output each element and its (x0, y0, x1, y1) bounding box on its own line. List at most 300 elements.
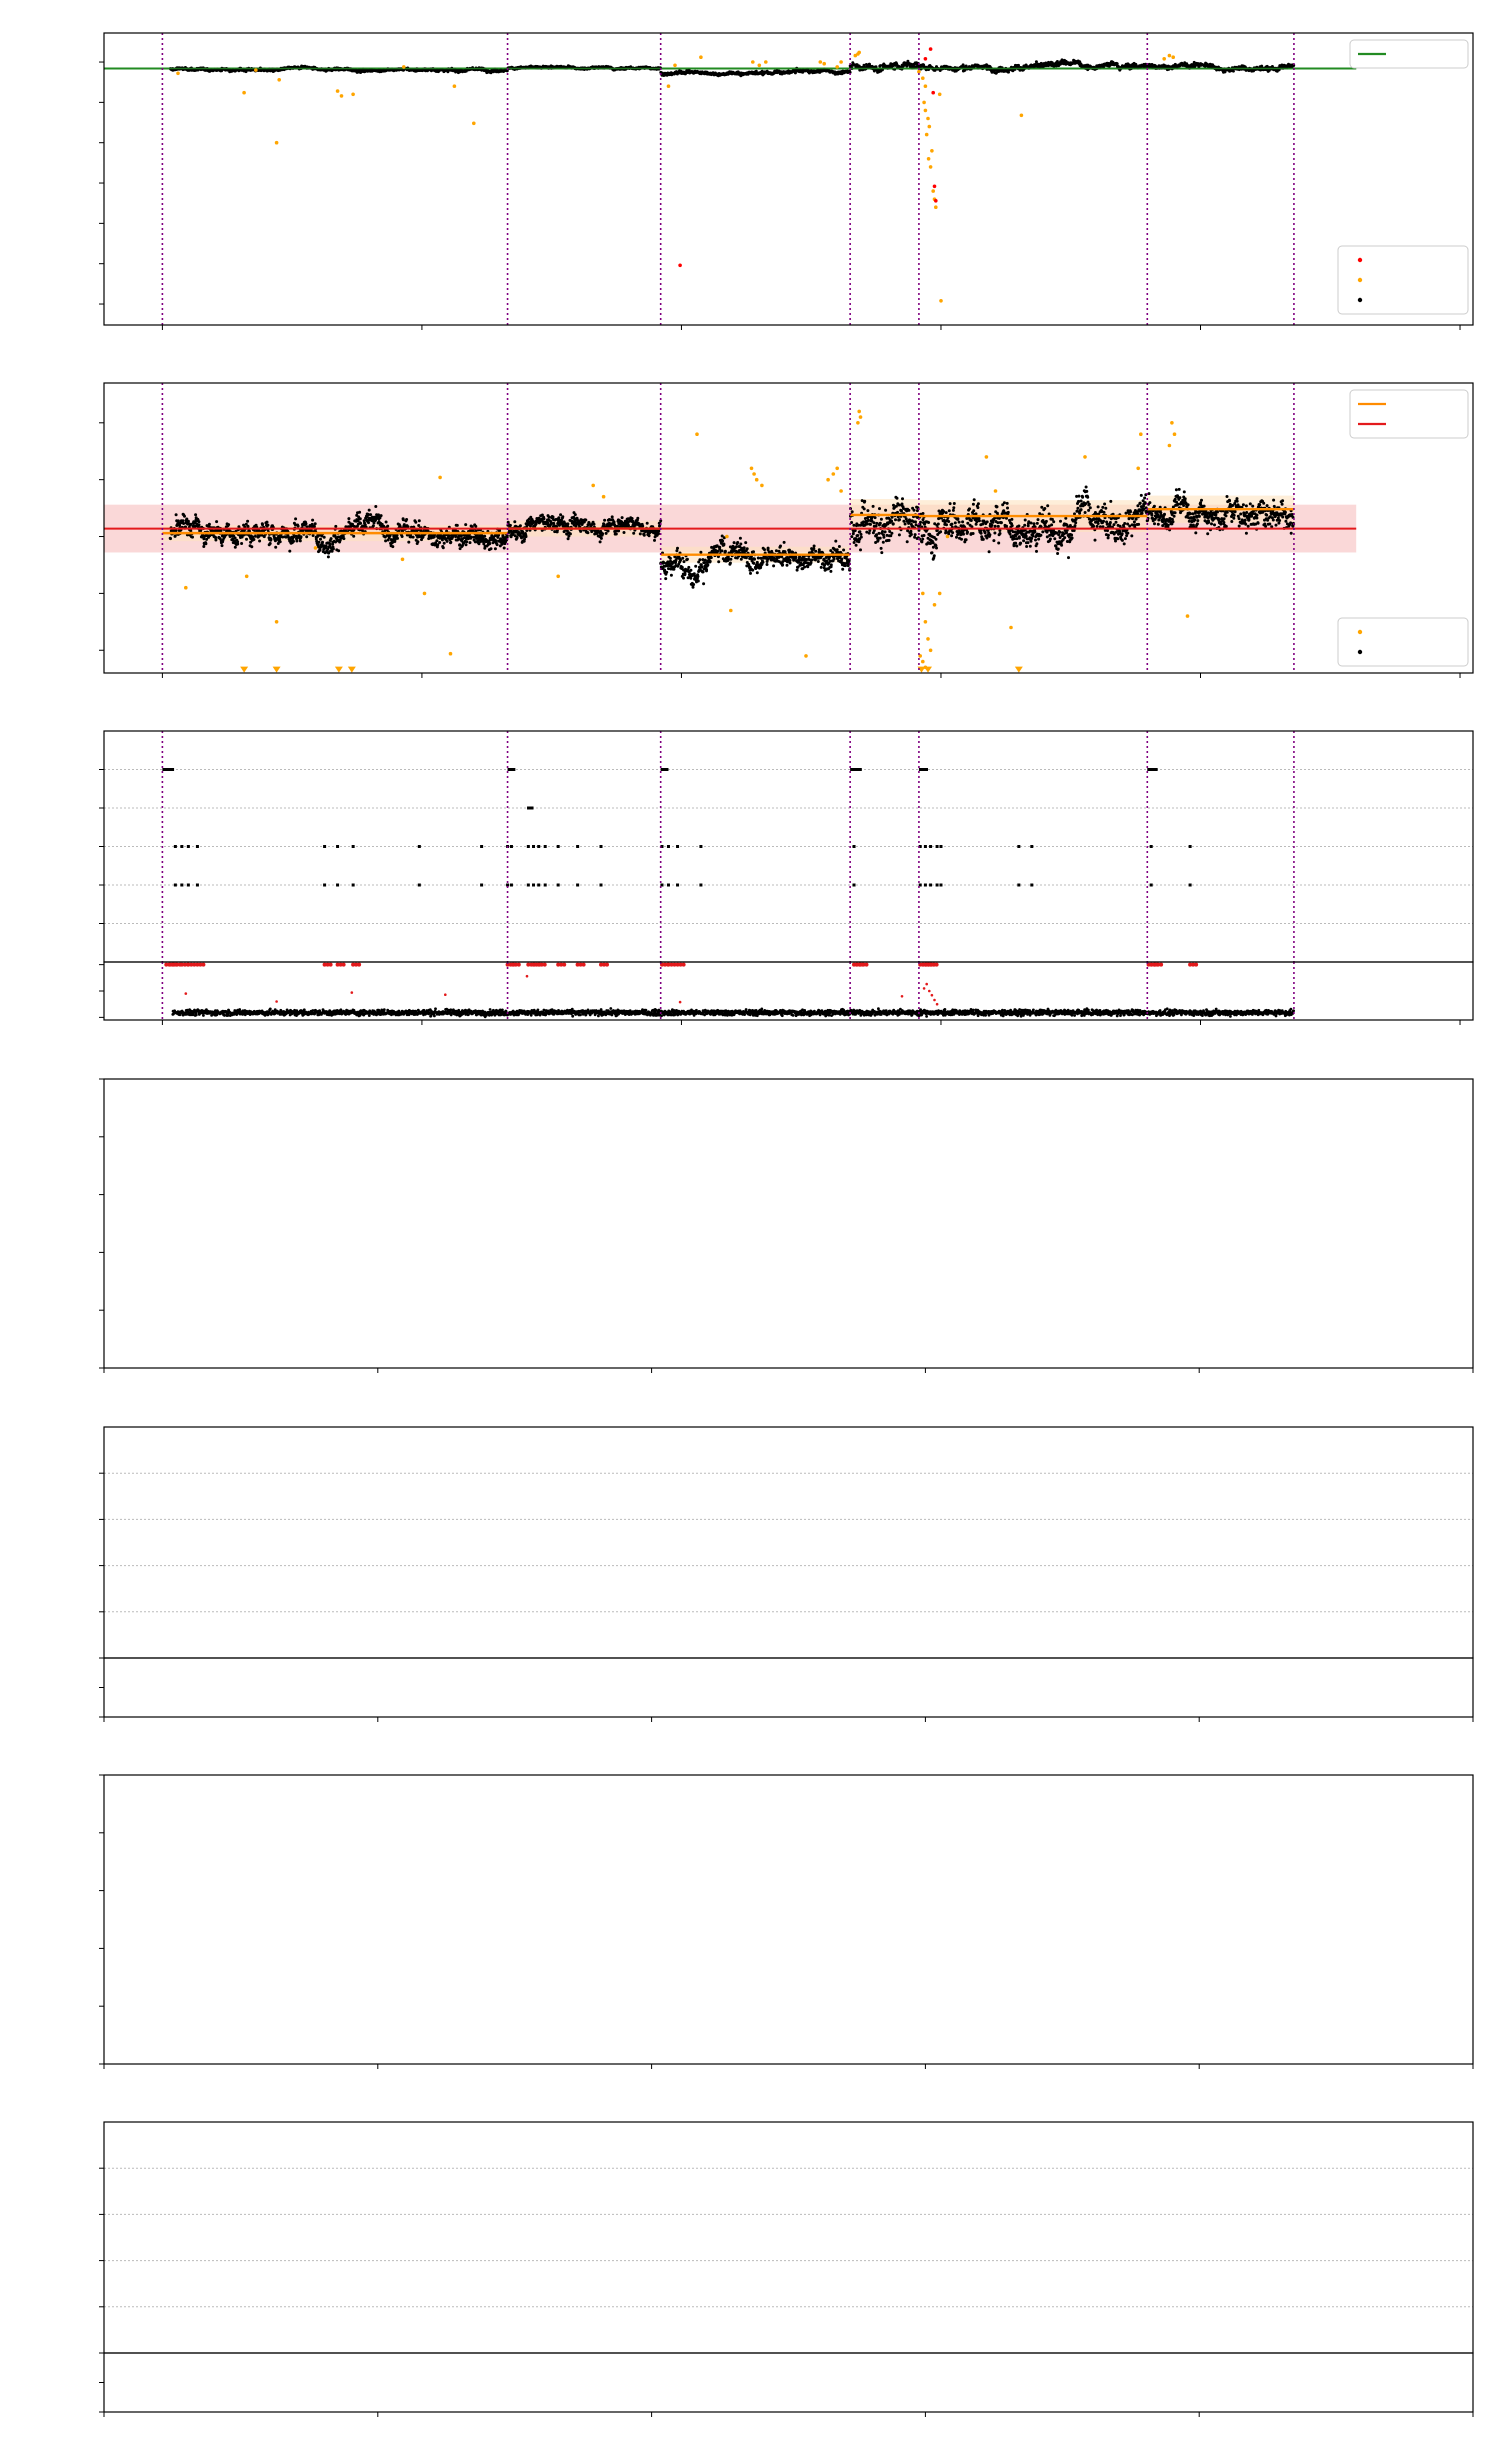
highlighted-point (921, 76, 925, 80)
ok-point (676, 547, 679, 550)
ok-point (692, 586, 695, 589)
ok-point (327, 555, 330, 558)
ok-point (254, 535, 257, 538)
highlighted-point (1162, 57, 1166, 61)
ok-point (692, 583, 695, 586)
ok-point (600, 537, 603, 540)
ok-point (698, 558, 701, 561)
ok-point (305, 522, 308, 525)
ok-point (605, 532, 608, 535)
ok-point (757, 557, 760, 560)
ok-point (721, 549, 724, 552)
ok-point (516, 536, 519, 539)
highlighted-point (931, 189, 935, 193)
ok-point (840, 558, 843, 561)
highlighted-point (839, 60, 843, 64)
not-ok-point (924, 57, 928, 61)
ok-point (300, 535, 303, 538)
ok-point (402, 518, 405, 521)
ok-point (603, 519, 606, 522)
ok-point (496, 543, 499, 546)
ok-point (863, 500, 866, 503)
highlighted-point (930, 149, 934, 153)
ok-point (763, 548, 766, 551)
highlighted-point (764, 60, 768, 64)
ok-point (611, 515, 614, 518)
ok-point (858, 530, 861, 533)
ok-point (401, 535, 404, 538)
highlighted-point (340, 94, 344, 98)
ok-point (853, 541, 856, 544)
ok-point (586, 531, 589, 534)
ok-point (543, 517, 546, 520)
ok-point (866, 509, 869, 512)
ok-point (766, 563, 769, 566)
ok-point (214, 539, 217, 542)
ok-point (197, 520, 200, 523)
ok-point (208, 523, 211, 526)
ok-point (412, 536, 415, 539)
ok-point (872, 521, 875, 524)
ok-point (470, 536, 473, 539)
ok-point (292, 540, 295, 543)
ok-point (631, 517, 634, 520)
ok-point (369, 513, 372, 516)
estimates-panel (0, 0, 1473, 678)
ok-point (794, 556, 797, 559)
ok-point (250, 545, 253, 548)
ok-point (643, 534, 646, 537)
ok-point (779, 545, 782, 548)
ok-point (874, 516, 877, 519)
not-ok-points (678, 47, 937, 267)
ok-point (752, 550, 755, 553)
ok-point (665, 571, 668, 574)
highlighted-point (917, 70, 921, 74)
ok-point (311, 519, 314, 522)
highlighted-point (242, 91, 246, 95)
ok-point (879, 537, 882, 540)
highlighted-point (926, 117, 930, 121)
ok-point (803, 566, 806, 569)
ok-point (772, 564, 775, 567)
ok-point (386, 525, 389, 528)
highlighted-point (922, 101, 926, 105)
ok-point (789, 559, 792, 562)
ok-point (513, 520, 516, 523)
ok-point (641, 525, 644, 528)
ok-point (323, 536, 326, 539)
ok-point (739, 543, 742, 546)
ok-point (746, 547, 749, 550)
ok-point (374, 505, 377, 508)
ok-point (683, 560, 686, 563)
ok-point (555, 525, 558, 528)
ok-point (187, 520, 190, 523)
ok-point (215, 520, 218, 523)
ok-point (775, 549, 778, 552)
ok-point (675, 549, 678, 552)
ok-point (416, 540, 419, 543)
ok-point (182, 522, 185, 525)
ok-point (567, 537, 570, 540)
ok-point (796, 569, 799, 572)
ok-point (352, 535, 355, 538)
ok-point (435, 539, 438, 542)
ok-point (860, 533, 863, 536)
ok-point (759, 557, 762, 560)
ok-point (438, 541, 441, 544)
highlighted-point (819, 60, 823, 64)
ok-point (358, 511, 361, 514)
ok-point (735, 545, 738, 548)
ok-point (396, 537, 399, 540)
ok-point (174, 535, 177, 538)
ok-point (359, 517, 362, 520)
not-ok-point (931, 91, 935, 95)
ok-point (321, 541, 324, 544)
ok-point (251, 535, 254, 538)
ok-point (342, 537, 345, 540)
ok-point (407, 541, 410, 544)
ok-point (359, 522, 362, 525)
ok-point (697, 580, 700, 583)
ok-point (270, 538, 273, 541)
ok-point (664, 577, 667, 580)
ok-point (623, 531, 626, 534)
ok-point (736, 541, 739, 544)
ok-point (810, 561, 813, 564)
highlighted-point (938, 93, 942, 97)
ok-point (662, 561, 665, 564)
ok-point (705, 569, 708, 572)
ok-point (314, 522, 317, 525)
ok-point (391, 545, 394, 548)
ok-point (319, 538, 322, 541)
ok-point (368, 509, 371, 512)
ok-point (494, 547, 497, 550)
ok-point (829, 570, 832, 573)
ok-point (724, 550, 727, 553)
ok-point (380, 514, 383, 517)
ok-point (488, 542, 491, 545)
ok-point (842, 549, 845, 552)
ok-point (319, 549, 322, 552)
highlighted-point (277, 78, 281, 82)
ok-point (269, 542, 272, 545)
ok-point (632, 532, 635, 535)
ok-point (175, 513, 178, 516)
ok-point (781, 560, 784, 563)
ok-point (240, 542, 243, 545)
ok-point (266, 524, 269, 527)
ok-point (810, 559, 813, 562)
highlighted-point (835, 65, 839, 69)
ok-point (869, 523, 872, 526)
ok-point (446, 540, 449, 543)
ok-point (878, 532, 881, 535)
ok-point (694, 565, 697, 568)
ok-point (561, 515, 564, 518)
ok-point (396, 534, 399, 537)
ok-point (756, 571, 759, 574)
ok-point (868, 532, 871, 535)
ok-point (709, 560, 712, 563)
ok-point (773, 557, 776, 560)
ok-point (607, 530, 610, 533)
ok-point (865, 523, 868, 526)
ok-point (767, 547, 770, 550)
highlighted-point (351, 93, 355, 97)
ok-point (566, 522, 569, 525)
ok-point (519, 524, 522, 527)
not-ok-point (929, 47, 933, 51)
ok-point (295, 540, 298, 543)
highlighted-point (751, 60, 755, 64)
ok-point (670, 574, 673, 577)
ok-point (636, 517, 639, 520)
ok-point (786, 564, 789, 567)
ok-point (1232, 70, 1235, 73)
ok-point (347, 517, 350, 520)
highlighted-point (275, 141, 279, 145)
ok-point (372, 524, 375, 527)
ok-point (669, 557, 672, 560)
highlighted-point (673, 64, 677, 68)
ok-point (593, 523, 596, 526)
highlighted-point (822, 62, 826, 66)
ok-point (875, 525, 878, 528)
ok-point (814, 550, 817, 553)
ok-point (855, 544, 858, 547)
ok-point (615, 533, 618, 536)
highlighted-point (924, 84, 928, 88)
ok-point (464, 523, 467, 526)
ok-point (697, 575, 700, 578)
highlighted-point (1171, 55, 1175, 59)
ok-point (465, 543, 468, 546)
ok-point (523, 538, 526, 541)
ok-point (744, 541, 747, 544)
ok-point (442, 546, 445, 549)
legend-point-swatch (1358, 298, 1362, 302)
ok-point (749, 572, 752, 575)
ok-point (288, 550, 291, 553)
ok-point (299, 539, 302, 542)
ok-point (599, 540, 602, 543)
highlighted-point (925, 133, 929, 137)
highlighted-point (939, 299, 943, 303)
agasc-panel (0, 0, 1473, 330)
ok-point (617, 529, 620, 532)
ok-point (456, 524, 459, 527)
ok-point (483, 535, 486, 538)
ok-point (266, 521, 269, 524)
ok-point (702, 582, 705, 585)
ok-point (332, 547, 335, 550)
ok-point (194, 513, 197, 516)
highlighted-point (929, 165, 933, 169)
not-ok-point (678, 264, 682, 268)
ok-point (548, 516, 551, 519)
ok-point (820, 566, 823, 569)
ok-point (850, 535, 853, 538)
highlighted-point (453, 84, 457, 88)
ok-point (762, 561, 765, 564)
ok-point (851, 510, 854, 513)
ok-point (753, 558, 756, 561)
highlighted-point (1020, 114, 1024, 118)
ok-point (414, 521, 417, 524)
ok-point (490, 547, 493, 550)
ok-point (274, 546, 277, 549)
ok-point (653, 539, 656, 542)
ok-point (880, 518, 883, 521)
ok-point (337, 549, 340, 552)
highlighted-point (254, 68, 258, 72)
ok-point (834, 540, 837, 543)
ok-point (872, 505, 875, 508)
ok-point (246, 520, 249, 523)
ok-point (686, 558, 689, 561)
highlighted-point (927, 157, 931, 161)
highlighted-point (758, 64, 762, 68)
ok-point (751, 569, 754, 572)
ok-point (330, 537, 333, 540)
ok-point (569, 532, 572, 535)
ok-point (258, 540, 261, 543)
ok-point (294, 517, 297, 520)
ok-point (325, 545, 328, 548)
ok-point (830, 563, 833, 566)
ok-point (852, 524, 855, 527)
ok-point (733, 541, 736, 544)
highlighted-point (857, 51, 861, 55)
ok-point (204, 542, 207, 545)
ok-point (305, 535, 308, 538)
ok-point (657, 532, 660, 535)
ok-point (297, 525, 300, 528)
ok-point (781, 563, 784, 566)
ok-point (880, 551, 883, 554)
ok-point (574, 513, 577, 516)
ok-point (236, 543, 239, 546)
ok-point (687, 566, 690, 569)
ok-point (880, 547, 883, 550)
highlighted-point (472, 122, 476, 126)
highlighted-point (402, 65, 406, 69)
ok-point (621, 516, 624, 519)
ok-point (465, 540, 468, 543)
ok-point (878, 507, 881, 510)
ok-point (182, 519, 185, 522)
ok-point (682, 577, 685, 580)
highlighted-point (934, 205, 938, 209)
highlighted-points (176, 51, 1175, 303)
ok-point (469, 541, 472, 544)
ok-point (689, 569, 692, 572)
ok-point (1116, 62, 1119, 65)
ok-point (384, 539, 387, 542)
ok-point (743, 546, 746, 549)
ok-point (838, 545, 841, 548)
ok-point (860, 536, 863, 539)
ok-point (648, 534, 651, 537)
ok-point (722, 543, 725, 546)
highlighted-point (176, 72, 180, 76)
ok-point (183, 515, 186, 518)
ok-point (857, 540, 860, 543)
not-ok-point (934, 199, 938, 203)
ok-point (509, 524, 512, 527)
ok-point (334, 525, 337, 528)
ok-point (418, 519, 421, 522)
ok-point (875, 522, 878, 525)
ok-point (474, 525, 477, 528)
ok-point (234, 546, 237, 549)
ok-point (202, 545, 205, 548)
ok-point (879, 522, 882, 525)
ok-point (579, 530, 582, 533)
ok-point (261, 523, 264, 526)
legend-point-swatch (1358, 278, 1362, 282)
ok-point (639, 532, 642, 535)
ok-point (717, 560, 720, 563)
ok-point (312, 534, 315, 537)
ok-point (191, 536, 194, 539)
highlighted-point (699, 55, 703, 59)
ok-point (584, 519, 587, 522)
ok-point (833, 557, 836, 560)
highlighted-point (336, 89, 340, 93)
ok-point (221, 544, 224, 547)
ok-point (859, 548, 862, 551)
ok-point (252, 538, 255, 541)
ok-point (198, 523, 201, 526)
ok-point (313, 525, 316, 528)
ok-point (817, 560, 820, 563)
ok-point (318, 541, 321, 544)
ok-point (813, 545, 816, 548)
highlighted-point (924, 109, 928, 113)
ok-point (169, 537, 172, 540)
highlighted-point (667, 84, 671, 88)
ok-point (788, 549, 791, 552)
ok-point (702, 570, 705, 573)
ok-point (385, 521, 388, 524)
ok-point (679, 559, 682, 562)
ok-point (443, 542, 446, 545)
highlighted-point (928, 125, 932, 129)
ok-point (681, 557, 684, 560)
ok-point (405, 518, 408, 521)
ok-point (417, 524, 420, 527)
ok-point (841, 568, 844, 571)
ok-point (525, 535, 528, 538)
ok-point (836, 548, 839, 551)
ok-point (706, 564, 709, 567)
ok-point (601, 532, 604, 535)
ok-point (721, 540, 724, 543)
ok-point (367, 521, 370, 524)
legend-point-swatch (1358, 258, 1362, 262)
ok-point (245, 538, 248, 541)
highlighted-point (1168, 54, 1172, 58)
ok-point (881, 530, 884, 533)
ok-point (503, 547, 506, 550)
plot-area (104, 33, 1473, 325)
ok-point (710, 556, 713, 559)
